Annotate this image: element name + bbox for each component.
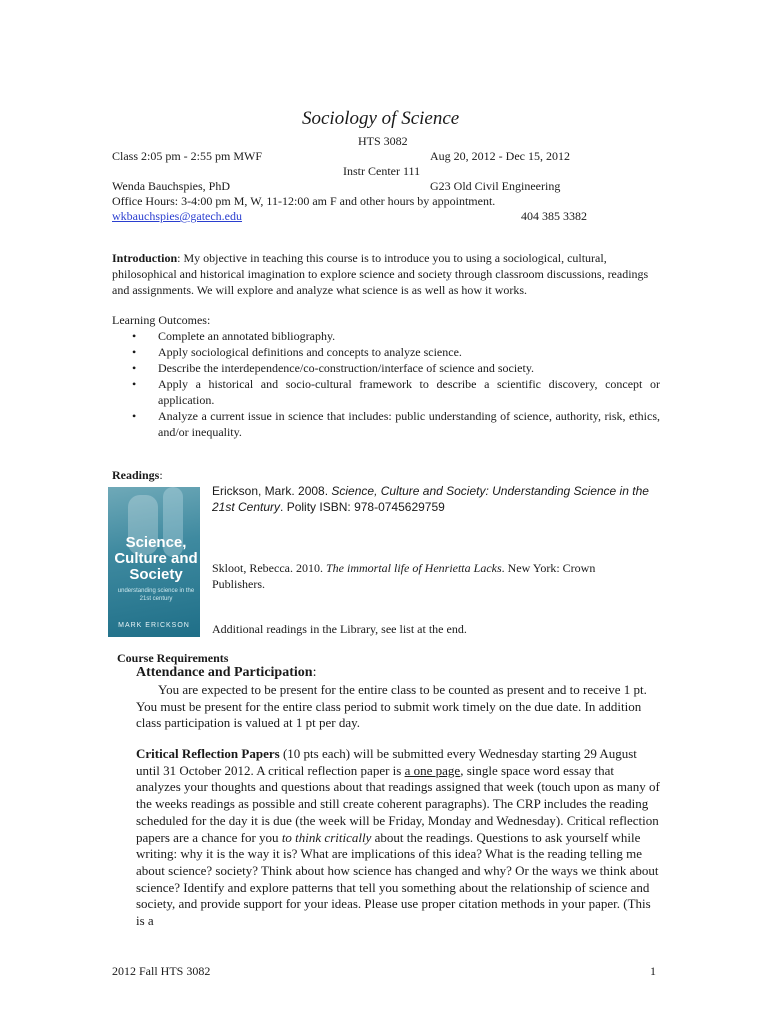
book-cover-image — [108, 487, 200, 637]
phone-number: 404 385 3382 — [521, 209, 587, 223]
bullet-icon: • — [132, 409, 137, 423]
cover-subtitle: understanding science in the 21st century — [117, 588, 195, 602]
page-number: 1 — [650, 964, 656, 978]
class-time: Class 2:05 pm - 2:55 pm MWF — [112, 149, 263, 163]
bullet-icon: • — [132, 377, 137, 391]
critical-reflection-heading: Critical Reflection Papers — [136, 746, 280, 761]
introduction-label: Introduction — [112, 251, 178, 265]
critical-reflection-paragraph: Critical Reflection Papers (10 pts each) will be submitted every Wednesday starting 29 August until 31 October 2012. A critical reflection paper is a one page, single space word essay that analyzes your thoughts and questions about that readings assigned that week (touch upon as many of the weeks readings as possible and still create coherent paragraphs). The CRP includes the reading scheduled for the day it is due (the week will be Friday, Monday and Wednesday). Critical reflection papers are a chance for you to think critically about the readings. Questions to ask yourself while writing: why it is the way it is? What are implications of this idea? What is the reading telling me about science? society? Think about how science has changed and why? Or the ways we think about science? Identify and explore patterns that tell you something about the relationship of science and society, and provide support for your ideas. Please use proper citation methods in your paper. (This is a — [136, 746, 660, 929]
course-code: HTS 3082 — [358, 134, 408, 148]
attendance-paragraph: You are expected to be present for the entire class to be counted as present and to receive 1 pt. You must be present for the entire class period to submit work timely on the due date. In addition class participation is valued at 1 pt per day. — [136, 682, 647, 731]
instructor-name: Wenda Bauchspies, PhD — [112, 179, 231, 193]
bullet-icon: • — [132, 345, 137, 359]
list-item: • Apply a historical and socio-cultural framework to describe a scientific discovery, concept or application. — [132, 377, 660, 407]
readings-heading: Readings: — [112, 468, 163, 482]
introduction-paragraph — [112, 250, 660, 298]
learning-outcomes-heading: Learning Outcomes: — [112, 313, 211, 327]
email-link[interactable]: wkbauchspies@gatech.edu — [112, 209, 243, 223]
list-item: • Describe the interdependence/co-construction/interface of science and society. — [132, 361, 535, 375]
list-item: • Analyze a current issue in science that includes: public understanding of science, authority, risk, ethics, and/or inequality. — [132, 409, 660, 439]
footer-course: 2012 Fall HTS 3082 — [112, 964, 211, 978]
cover-title: Science, Culture and Society — [114, 534, 198, 583]
bullet-icon: • — [132, 329, 137, 343]
introduction-text: : My objective in teaching this course is to introduce you to using a sociological, cultural, philosophical and historical imagination to explore science and society through classroom discussions, readings and assignments. We will explore and analyze what science is as well as how it works. — [112, 251, 649, 297]
reading-skloot: Skloot, Rebecca. 2010. The immortal life of Henrietta Lacks. New York: Crown Publishers. — [212, 561, 596, 591]
office-hours: Office Hours: 3-4:00 pm M, W, 11-12:00 am F and other hours by appointment. — [112, 194, 496, 208]
document-title: Sociology of Science — [302, 108, 460, 129]
learning-outcomes-list — [112, 328, 660, 440]
classroom: Instr Center 111 — [343, 164, 421, 178]
course-requirements-heading: Course Requirements — [117, 651, 229, 665]
additional-readings: Additional readings in the Library, see list at the end. — [212, 622, 467, 636]
attendance-heading: Attendance and Participation: — [136, 665, 317, 680]
reading-erickson: Erickson, Mark. 2008. Science, Culture and Society: Understanding Science in the 21st Century. Polity ISBN: 978-0745629759 — [212, 484, 649, 514]
list-item: • Complete an annotated bibliography. — [132, 329, 336, 343]
cover-author: MARK ERICKSON — [118, 622, 190, 629]
list-item: • Apply sociological definitions and concepts to analyze science. — [132, 345, 462, 359]
course-dates: Aug 20, 2012 - Dec 15, 2012 — [430, 149, 570, 163]
bullet-icon: • — [132, 361, 137, 375]
office-location: G23 Old Civil Engineering — [430, 179, 561, 193]
